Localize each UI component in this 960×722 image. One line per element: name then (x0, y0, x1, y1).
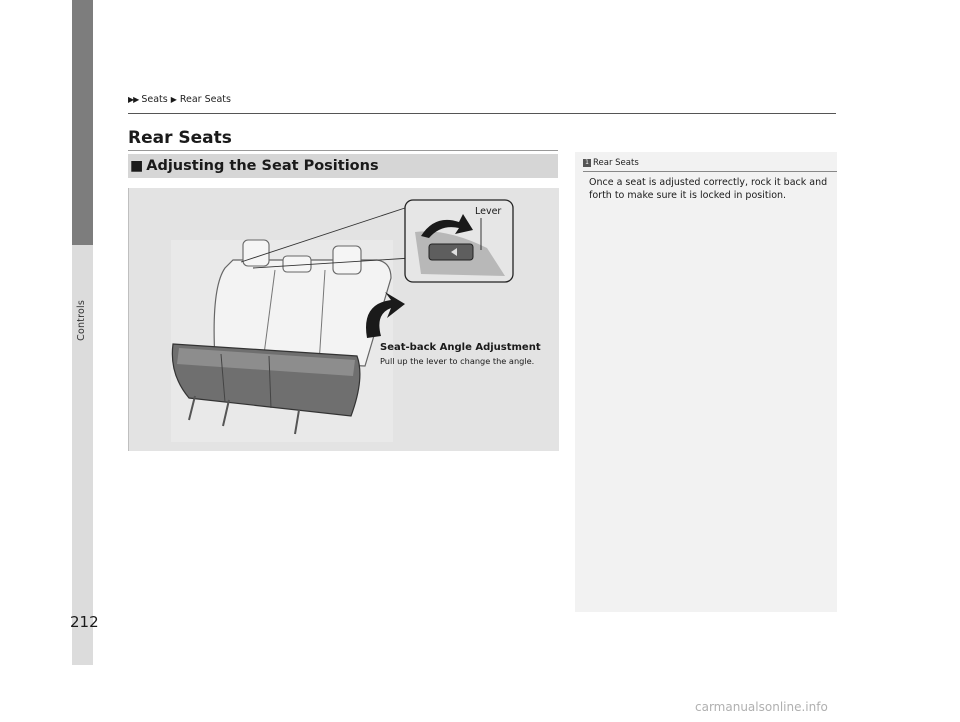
chapter-label: Controls (76, 300, 87, 341)
headrest-left (243, 240, 269, 266)
breadcrumb-item-seats[interactable]: Seats (141, 94, 168, 105)
note-reference-icon: 1 (583, 159, 591, 167)
breadcrumb-separator-icon: ▶ (170, 95, 177, 104)
seat-illustration (128, 188, 559, 451)
note-header (583, 158, 639, 168)
section-bullet-icon: ■ (130, 158, 144, 174)
section-heading-bar (128, 154, 558, 178)
angle-adjustment-title: Seat-back Angle Adjustment (380, 342, 541, 353)
note-title: Rear Seats (593, 158, 639, 168)
note-divider (583, 171, 837, 172)
note-text: Once a seat is adjusted correctly, rock it back and forth to make sure it is locked in position. (589, 177, 828, 201)
header-divider (128, 113, 836, 114)
chapter-tab (72, 0, 93, 245)
breadcrumb-arrow-icon: ▶▶ (128, 95, 139, 104)
watermark: carmanualsonline.info (695, 700, 828, 714)
lever-label: Lever (475, 206, 502, 217)
title-divider (128, 150, 558, 151)
section-heading: Adjusting the Seat Positions (146, 158, 379, 174)
rear-seat-drawing (129, 188, 559, 451)
breadcrumb (128, 94, 231, 105)
side-note (575, 152, 837, 612)
breadcrumb-item-rear-seats[interactable]: Rear Seats (179, 94, 231, 105)
angle-adjustment-description: Pull up the lever to change the angle. (380, 356, 535, 366)
headrest-right (333, 246, 361, 274)
page-title: Rear Seats (128, 128, 232, 148)
page-number: 212 (70, 613, 99, 631)
headrest-center (283, 256, 311, 272)
